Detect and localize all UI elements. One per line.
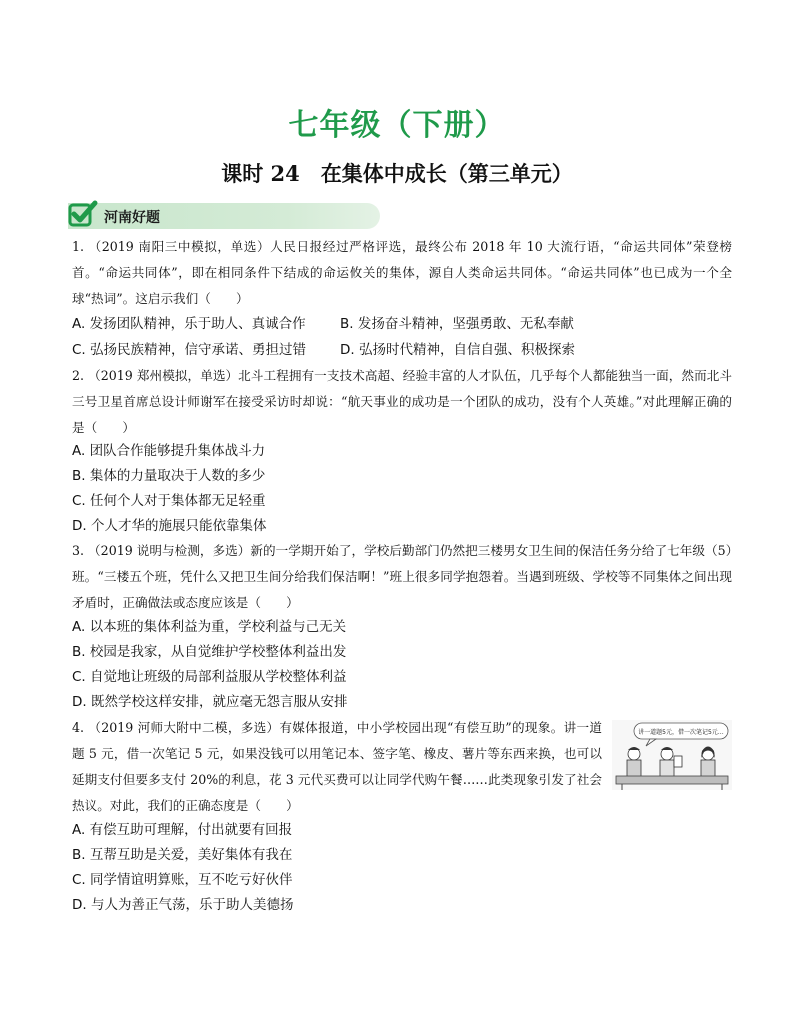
question-4-option-c[interactable]: C. 同学情谊明算账，互不吃亏好伙伴 bbox=[72, 872, 293, 888]
question-4-option-d[interactable]: D. 与人为善正气荡，乐于助人美德扬 bbox=[72, 897, 294, 913]
question-1-option-d[interactable]: D. 弘扬时代精神，自信自强、积极探索 bbox=[340, 342, 575, 358]
question-2-option-c[interactable]: C. 任何个人对于集体都无足轻重 bbox=[72, 493, 266, 509]
question-1-option-c[interactable]: C. 弘扬民族精神，信守承诺、勇担过错 bbox=[72, 342, 307, 358]
checkmark-icon bbox=[68, 199, 98, 229]
question-2-option-b[interactable]: B. 集体的力量取决于人数的多少 bbox=[72, 468, 266, 484]
cartoon-illustration bbox=[612, 720, 732, 790]
question-1-option-a[interactable]: A. 发扬团队精神，乐于助人、真诚合作 bbox=[72, 316, 306, 332]
section-label: 河南好题 bbox=[104, 210, 160, 226]
question-2-text: 2. （2019 郑州模拟，单选）北斗工程拥有一支技术高超、经验丰富的人才队伍，几乎每个人都能独当一面，然而北斗三号卫星首席总设计师谢军在接受采访时却说：“航天事业的成功是一个团队的成功，没有个人英雄。”对此理解正确的是（ ） bbox=[72, 368, 732, 435]
question-3-option-a[interactable]: A. 以本班的集体利益为重，学校利益与己无关 bbox=[72, 619, 347, 635]
question-3-text: 3. （2019 说明与检测，多选）新的一学期开始了，学校后勤部门仍然把三楼男女卫生间的保洁任务分给了七年级（5）班。“三楼五个班，凭什么又把卫生间分给我们保洁啊！”班上很多同学抱怨着。当遇到班级、学校等不同集体之间出现矛盾时，正确做法或态度应该是（ ） bbox=[72, 543, 732, 610]
question-4-text: 4. （2019 河师大附中二模，多选）有媒体报道，中小学校园出现“有偿互助”的现象。讲一道题 5 元，借一次笔记 5 元，如果没钱可以用笔记本、签字笔、橡皮、薯片等东西来换，也可以延期支付但要多支付 20%的利息，花 3 元代买费可以让同学代购午餐……此类现象引发了社会热议。对此，我们的正确态度是（ ） bbox=[72, 720, 602, 813]
question-3-option-b[interactable]: B. 校园是我家，从自觉维护学校整体利益出发 bbox=[72, 644, 347, 660]
question-4-option-b[interactable]: B. 互帮互助是关爱，美好集体有我在 bbox=[72, 847, 293, 863]
question-2-option-a[interactable]: A. 团队合作能够提升集体战斗力 bbox=[72, 443, 266, 459]
question-2-option-d[interactable]: D. 个人才华的施展只能依靠集体 bbox=[72, 518, 267, 534]
question-3-option-d[interactable]: D. 既然学校这样安排，就应毫无怨言服从安排 bbox=[72, 694, 348, 710]
question-4-option-a[interactable]: A. 有偿互助可理解，付出就要有回报 bbox=[72, 822, 293, 838]
speech-bubble-text: 讲一道题5元，借一次笔记5元… bbox=[638, 729, 724, 736]
question-3-option-c[interactable]: C. 自觉地让班级的局部利益服从学校整体利益 bbox=[72, 669, 347, 685]
lesson-title: 课时 24 在集体中成长（第三单元） bbox=[221, 161, 573, 186]
grade-title: 七年级（下册） bbox=[288, 108, 506, 143]
question-1-text: 1. （2019 南阳三中模拟，单选）人民日报经过严格评选，最终公布 2018 年 10 大流行语，“命运共同体”荣登榜首。“命运共同体”，即在相同条件下结成的命运攸关的集体，源自人类命运共同体。“命运共同体”也已成为一个全球“热词”。这启示我们（ ） bbox=[72, 239, 732, 306]
question-1-option-b[interactable]: B. 发扬奋斗精神，坚强勇敢、无私奉献 bbox=[340, 316, 574, 332]
